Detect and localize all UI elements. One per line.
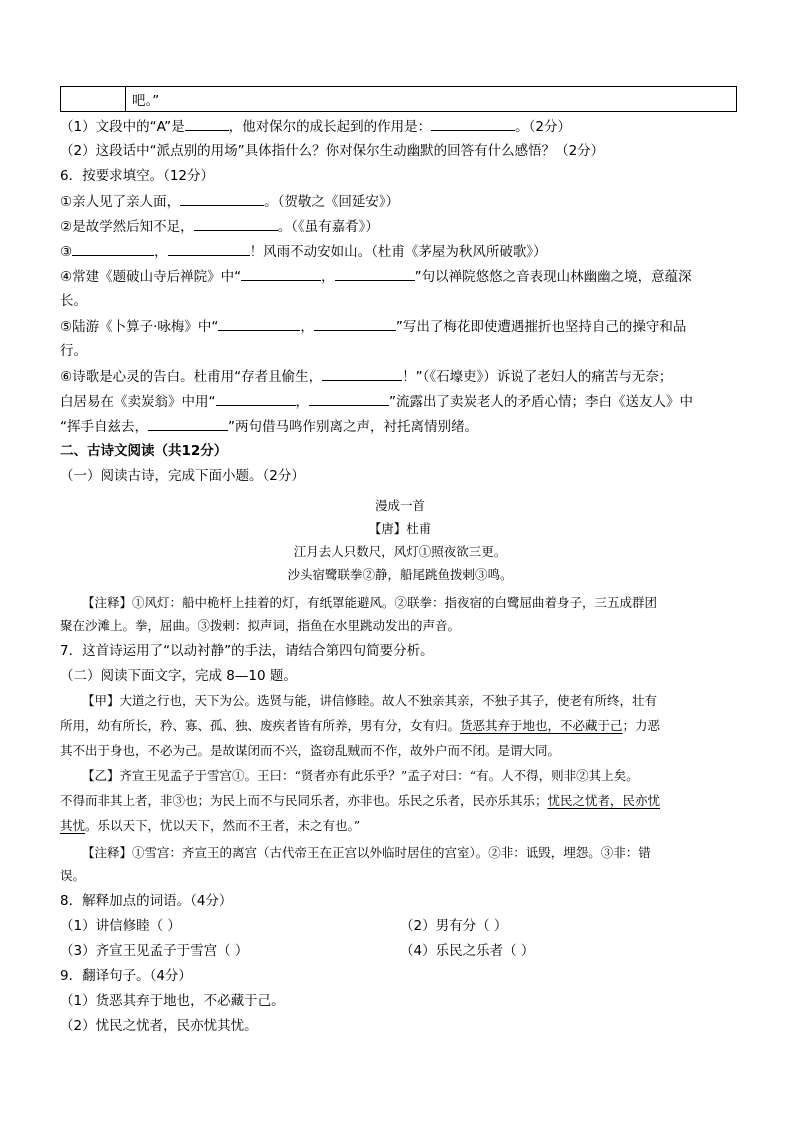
underlined-sentence: 货恶其弃于地也，不必藏于己 [460, 718, 623, 733]
q6-item-text: ”两句借马鸣作别离之声，衬托离情别绪。 [228, 419, 478, 435]
q8-item-1: （1）讲信修睦（ ） [60, 918, 181, 934]
q6-item-text: ， [154, 244, 168, 260]
q5-sub1-text: （1）文段中的“A”是 [60, 119, 185, 135]
q6-item-2 [60, 216, 379, 236]
section-heading: 二、古诗文阅读（共12分） [60, 443, 228, 459]
part1-intro: （一）阅读古诗，完成下面小题。（2分） [60, 468, 305, 484]
answer-blank[interactable] [314, 316, 396, 331]
q6-item-text: “挥手自兹去， [60, 419, 148, 435]
passage-note-line-1: 【注释】①雪宫：齐宣王的离宫（古代帝王在正宫以外临时居住的宫室）。②非：诋毁，埋怨。③非：错 [82, 845, 651, 860]
q6-title: 6．按要求填空。（12分） [60, 168, 215, 184]
q5-sub1-text: 。（2分） [515, 119, 571, 135]
q6-item-text: ⑤陆游《卜算子·咏梅》中“ [60, 319, 219, 335]
passage-text: 所用，幼有所长，矜、寡、孤、独、废疾者皆有所养，男有分，女有归。 [60, 718, 461, 733]
answer-blank[interactable] [322, 366, 402, 381]
q6-item-1 [60, 191, 399, 211]
jia-text-line-2 [60, 716, 660, 736]
q6-item-text: ！”（《石壕吏》）诉说了老妇人的痛苦与无奈； [402, 369, 673, 385]
answer-blank[interactable] [194, 216, 278, 231]
q6-item-5 [60, 316, 686, 336]
q6-item-text: ， [295, 394, 309, 410]
q5-sub1-text: ，他对保尔的成长起到的作用是： [228, 119, 432, 135]
q6-item-6-line3 [60, 416, 478, 436]
answer-blank[interactable] [72, 241, 154, 256]
poem-note-line-1: 【注释】①风灯：船中桅杆上挂着的灯，有纸罩能避风。②联拳：指夜宿的白鹭屈曲着身子，三五成群团 [82, 595, 658, 610]
answer-blank[interactable] [216, 391, 296, 406]
q6-item-text: ③ [60, 244, 73, 260]
q6-item-4-cont: 长。 [60, 293, 87, 309]
q9-sentence-2: （2）忧民之忧者，民亦忧其忧。 [60, 1018, 258, 1034]
q6-item-6-line1 [60, 366, 672, 386]
answer-blank[interactable] [185, 116, 229, 131]
q6-item-text: ①亲人见了亲人面， [60, 194, 181, 210]
q8-item-4: （4）乐民之乐者（ ） [400, 943, 535, 959]
poem-line-2: 沙头宿鹭联拳②静，船尾跳鱼拨剌③鸣。 [287, 567, 513, 582]
q6-item-text: ！风雨不动安如山。（杜甫《茅屋为秋风所破歌》） [249, 244, 547, 260]
part2-intro: （二）阅读下面文字，完成 8—10 题。 [60, 668, 297, 684]
q5-sub1 [60, 116, 571, 136]
q6-item-text: 。（《虽有嘉肴》） [277, 219, 379, 235]
continuation-table [60, 86, 737, 112]
answer-blank[interactable] [431, 116, 515, 131]
q6-item-text: ”写出了梅花即使遭遇摧折也坚持自己的操守和品 [395, 319, 687, 335]
q9-title: 9．翻译句子。（4分） [60, 968, 192, 984]
answer-blank[interactable] [335, 266, 415, 281]
q6-item-text: ②是故学然后知不足， [60, 219, 194, 235]
q8-item-2: （2）男有分（ ） [400, 918, 508, 934]
passage-text: ；力恶 [622, 718, 661, 733]
q6-item-text: ”流露出了卖炭老人的矛盾心情；李白《送友人》中 [389, 394, 693, 410]
table-text-cell: 吧。” [126, 87, 737, 112]
answer-blank[interactable] [218, 316, 300, 331]
q6-item-text: 。（贺敬之《回延安》） [264, 194, 400, 210]
q6-item-text: ”句以禅院悠悠之音表现山林幽幽之境，意蕴深 [414, 269, 692, 285]
yi-text-line-3 [60, 816, 360, 836]
passage-note-line-2: 误。 [60, 868, 86, 883]
q6-item-4 [60, 266, 692, 286]
q6-item-text: ⑥诗歌是心灵的告白。杜甫用“存者且偷生， [60, 369, 323, 385]
underlined-sentence: 忧民之忧者，民亦忧 [547, 793, 661, 808]
yi-text-line-1: 【乙】齐宣王见孟子于雪宫①。王曰：“贤者亦有此乐乎？”孟子对曰：“有。人不得，则非②其上矣。 [82, 768, 639, 783]
q6-item-text: ④常建《题破山寺后禅院》中“ [60, 269, 242, 285]
table-empty-cell [61, 87, 126, 112]
passage-text: 。乐以天下，忧以天下，然而不王者，未之有也。” [85, 818, 361, 833]
q6-item-text: ， [300, 319, 314, 335]
jia-text-line-3: 其不出于身也，不必为己。是故谋闭而不兴，盗窃乱贼而不作，故外户而不闭。是谓大同。 [60, 743, 561, 758]
yi-text-line-2 [60, 791, 660, 811]
answer-blank[interactable] [168, 241, 250, 256]
q8-title: 8．解释加点的词语。（4分） [60, 893, 233, 909]
q8-item-3: （3）齐宣王见孟子于雪宫（ ） [60, 943, 249, 959]
underlined-sentence: 其忧 [60, 818, 86, 833]
q9-sentence-1: （1）货恶其弃于地也，不必藏于己。 [60, 993, 285, 1009]
q7-question: 7．这首诗运用了“以动衬静”的手法，请结合第四句简要分析。 [60, 643, 434, 659]
q5-sub2: （2）这段话中“派点别的用场”具体指什么？你对保尔生动幽默的回答有什么感悟？（2分） [60, 143, 605, 159]
q6-item-3 [60, 241, 547, 261]
jia-text-line-1: 【甲】大道之行也，天下为公。选贤与能，讲信修睦。故人不独亲其亲，不独子其子，使老有所终，壮有 [82, 693, 658, 708]
poem-title: 漫成一首 [374, 498, 425, 513]
answer-blank[interactable] [241, 266, 321, 281]
q6-item-text: 白居易在《卖炭翁》中用“ [60, 394, 216, 410]
passage-text: 不得而非其上者，非③也；为民上而不与民同乐者，亦非也。乐民之乐者，民亦乐其乐； [60, 793, 548, 808]
poem-note-line-2: 聚在沙滩上。拳，屈曲。③拨剌：拟声词，指鱼在水里跳动发出的声音。 [60, 618, 461, 633]
poem-line-1: 江月去人只数尺，风灯①照夜欲三更。 [293, 544, 507, 559]
q6-item-text: ， [321, 269, 335, 285]
answer-blank[interactable] [148, 416, 228, 431]
q6-item-5-cont: 行。 [60, 343, 87, 359]
answer-blank[interactable] [309, 391, 389, 406]
q6-item-6-line2 [60, 391, 693, 411]
answer-blank[interactable] [180, 191, 264, 206]
poem-author: 【唐】杜甫 [368, 521, 432, 536]
